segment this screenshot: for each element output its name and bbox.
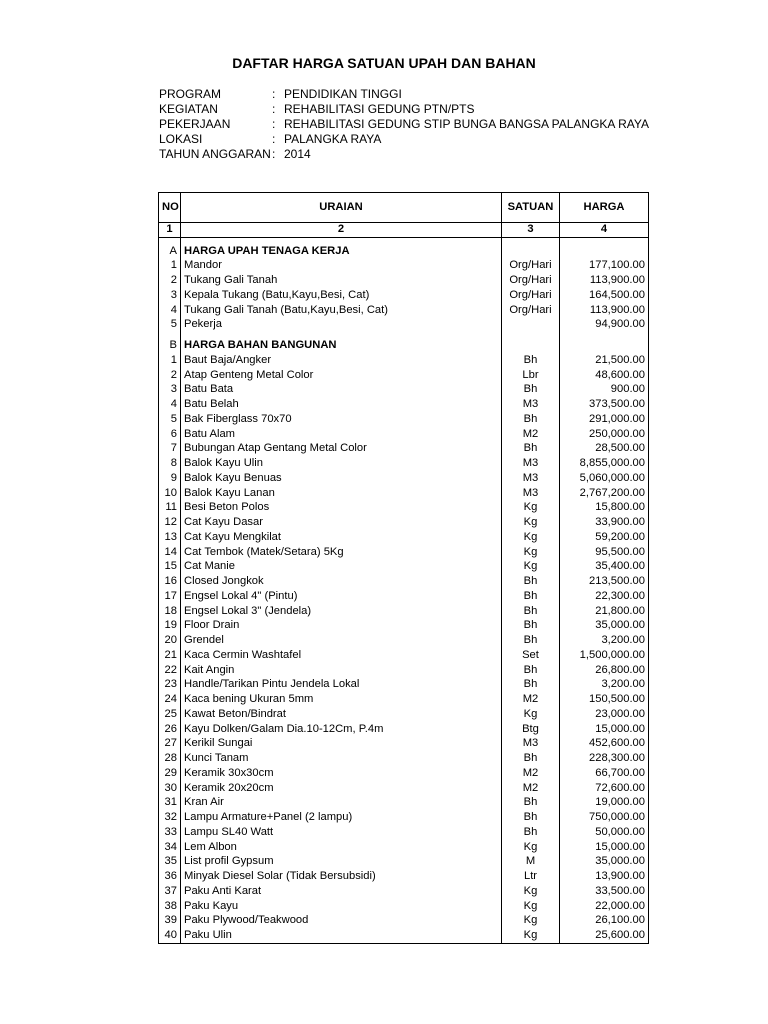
item-uraian: Balok Kayu Benuas bbox=[181, 471, 502, 486]
table-row bbox=[159, 427, 649, 442]
table-row bbox=[159, 870, 649, 885]
item-uraian: Paku Ulin bbox=[181, 929, 502, 944]
item-satuan: Kg bbox=[502, 840, 560, 855]
item-no: 30 bbox=[159, 781, 181, 796]
item-no: 16 bbox=[159, 575, 181, 590]
item-satuan: Kg bbox=[502, 884, 560, 899]
item-no: 3 bbox=[159, 288, 181, 303]
item-uraian: Kayu Dolken/Galam Dia.10-12Cm, P.4m bbox=[181, 722, 502, 737]
item-uraian: Cat Kayu Dasar bbox=[181, 516, 502, 531]
table-row bbox=[159, 589, 649, 604]
table-row bbox=[159, 516, 649, 531]
item-uraian: Kran Air bbox=[181, 796, 502, 811]
item-uraian: Engsel Lokal 4" (Pintu) bbox=[181, 589, 502, 604]
item-no: 34 bbox=[159, 840, 181, 855]
item-harga: 26,800.00 bbox=[560, 663, 649, 678]
item-no: 26 bbox=[159, 722, 181, 737]
item-satuan: Kg bbox=[502, 501, 560, 516]
item-satuan: M2 bbox=[502, 766, 560, 781]
item-uraian: Baut Baja/Angker bbox=[181, 353, 502, 368]
item-uraian: Closed Jongkok bbox=[181, 575, 502, 590]
meta-value: PALANGKA RAYA bbox=[284, 132, 382, 146]
empty-cell bbox=[560, 244, 649, 259]
item-harga: 177,100.00 bbox=[560, 259, 649, 274]
item-uraian: Batu Belah bbox=[181, 398, 502, 413]
col-number: 2 bbox=[181, 223, 502, 238]
item-satuan: Bh bbox=[502, 604, 560, 619]
meta-label: PROGRAM bbox=[159, 87, 222, 101]
meta-row-kegiatan bbox=[159, 102, 649, 117]
item-uraian: Grendel bbox=[181, 634, 502, 649]
item-satuan: Bh bbox=[502, 589, 560, 604]
item-no: 9 bbox=[159, 471, 181, 486]
item-harga: 66,700.00 bbox=[560, 766, 649, 781]
item-harga: 95,500.00 bbox=[560, 545, 649, 560]
table-header-row bbox=[159, 193, 649, 223]
item-satuan: Bh bbox=[502, 442, 560, 457]
col-number: 1 bbox=[159, 223, 181, 238]
item-no: 8 bbox=[159, 457, 181, 472]
item-no: 25 bbox=[159, 707, 181, 722]
item-no: 27 bbox=[159, 737, 181, 752]
table-row bbox=[159, 318, 649, 333]
item-uraian: Bubungan Atap Gentang Metal Color bbox=[181, 442, 502, 457]
item-no: 40 bbox=[159, 929, 181, 944]
table-row bbox=[159, 501, 649, 516]
item-no: 35 bbox=[159, 855, 181, 870]
item-harga: 291,000.00 bbox=[560, 412, 649, 427]
col-number: 4 bbox=[560, 223, 649, 238]
item-no: 7 bbox=[159, 442, 181, 457]
item-uraian: Minyak Diesel Solar (Tidak Bersubsidi) bbox=[181, 870, 502, 885]
item-harga: 26,100.00 bbox=[560, 914, 649, 929]
item-no: 21 bbox=[159, 648, 181, 663]
column-number-row bbox=[159, 223, 649, 238]
table-row bbox=[159, 825, 649, 840]
item-satuan: Kg bbox=[502, 899, 560, 914]
item-satuan: Org/Hari bbox=[502, 288, 560, 303]
item-satuan: Kg bbox=[502, 560, 560, 575]
meta-colon: : bbox=[272, 147, 276, 161]
item-harga: 33,900.00 bbox=[560, 516, 649, 531]
table-row bbox=[159, 693, 649, 708]
item-no: 3 bbox=[159, 383, 181, 398]
item-uraian: Batu Bata bbox=[181, 383, 502, 398]
meta-colon: : bbox=[272, 102, 276, 116]
item-satuan: M2 bbox=[502, 781, 560, 796]
item-uraian: Paku Anti Karat bbox=[181, 884, 502, 899]
meta-colon: : bbox=[272, 87, 276, 101]
item-harga: 22,000.00 bbox=[560, 899, 649, 914]
item-satuan: M3 bbox=[502, 486, 560, 501]
table-row bbox=[159, 560, 649, 575]
item-satuan: Bh bbox=[502, 412, 560, 427]
empty-cell bbox=[502, 244, 560, 259]
section-header-row bbox=[159, 244, 649, 259]
table-row bbox=[159, 457, 649, 472]
item-harga: 13,900.00 bbox=[560, 870, 649, 885]
item-satuan: Org/Hari bbox=[502, 259, 560, 274]
table-row bbox=[159, 288, 649, 303]
item-satuan: M bbox=[502, 855, 560, 870]
item-no: 31 bbox=[159, 796, 181, 811]
table-row bbox=[159, 604, 649, 619]
table-row bbox=[159, 471, 649, 486]
item-satuan: Bh bbox=[502, 619, 560, 634]
meta-row-pekerjaan bbox=[159, 117, 649, 132]
item-harga: 228,300.00 bbox=[560, 752, 649, 767]
table-row bbox=[159, 398, 649, 413]
item-uraian: Kunci Tanam bbox=[181, 752, 502, 767]
table-row bbox=[159, 259, 649, 274]
table-row bbox=[159, 303, 649, 318]
table-row bbox=[159, 855, 649, 870]
item-harga: 23,000.00 bbox=[560, 707, 649, 722]
item-satuan: Bh bbox=[502, 825, 560, 840]
item-harga: 22,300.00 bbox=[560, 589, 649, 604]
item-uraian: Paku Plywood/Teakwood bbox=[181, 914, 502, 929]
item-no: 12 bbox=[159, 516, 181, 531]
table-row bbox=[159, 575, 649, 590]
item-uraian: Lem Albon bbox=[181, 840, 502, 855]
item-satuan: Bh bbox=[502, 663, 560, 678]
item-no: 1 bbox=[159, 259, 181, 274]
meta-label: PEKERJAAN bbox=[159, 117, 231, 131]
item-harga: 48,600.00 bbox=[560, 368, 649, 383]
item-uraian: Kait Angin bbox=[181, 663, 502, 678]
item-no: 38 bbox=[159, 899, 181, 914]
meta-colon: : bbox=[272, 117, 276, 131]
table-row bbox=[159, 929, 649, 944]
table-row bbox=[159, 752, 649, 767]
table-row bbox=[159, 619, 649, 634]
table-body bbox=[159, 223, 649, 944]
item-satuan: Org/Hari bbox=[502, 274, 560, 289]
item-harga: 35,000.00 bbox=[560, 619, 649, 634]
item-no: 23 bbox=[159, 678, 181, 693]
item-no: 10 bbox=[159, 486, 181, 501]
item-no: 6 bbox=[159, 427, 181, 442]
item-uraian: Balok Kayu Ulin bbox=[181, 457, 502, 472]
item-harga: 113,900.00 bbox=[560, 274, 649, 289]
item-no: 13 bbox=[159, 530, 181, 545]
item-no: 4 bbox=[159, 303, 181, 318]
item-satuan: M3 bbox=[502, 471, 560, 486]
item-satuan: Kg bbox=[502, 914, 560, 929]
item-uraian: Cat Kayu Mengkilat bbox=[181, 530, 502, 545]
item-harga: 15,000.00 bbox=[560, 840, 649, 855]
item-uraian: Kaca Cermin Washtafel bbox=[181, 648, 502, 663]
section-header-row bbox=[159, 339, 649, 354]
header-no: NO bbox=[159, 193, 181, 223]
section-title: HARGA BAHAN BANGUNAN bbox=[181, 339, 502, 354]
meta-value: REHABILITASI GEDUNG PTN/PTS bbox=[284, 102, 475, 116]
meta-row-lokasi bbox=[159, 132, 649, 147]
item-harga: 3,200.00 bbox=[560, 678, 649, 693]
table-row bbox=[159, 545, 649, 560]
table-row bbox=[159, 840, 649, 855]
item-satuan: M2 bbox=[502, 693, 560, 708]
meta-row-tahun-anggaran bbox=[159, 147, 649, 162]
item-harga: 50,000.00 bbox=[560, 825, 649, 840]
table-row bbox=[159, 899, 649, 914]
item-harga: 15,800.00 bbox=[560, 501, 649, 516]
item-harga: 2,767,200.00 bbox=[560, 486, 649, 501]
item-uraian: Keramik 30x30cm bbox=[181, 766, 502, 781]
item-no: 5 bbox=[159, 318, 181, 333]
item-uraian: List profil Gypsum bbox=[181, 855, 502, 870]
item-uraian: Engsel Lokal 3" (Jendela) bbox=[181, 604, 502, 619]
item-no: 18 bbox=[159, 604, 181, 619]
item-satuan: M3 bbox=[502, 737, 560, 752]
item-satuan: Ltr bbox=[502, 870, 560, 885]
table-row bbox=[159, 353, 649, 368]
item-harga: 94,900.00 bbox=[560, 318, 649, 333]
page-title: DAFTAR HARGA SATUAN UPAH DAN BAHAN bbox=[232, 55, 536, 71]
item-harga: 113,900.00 bbox=[560, 303, 649, 318]
item-harga: 72,600.00 bbox=[560, 781, 649, 796]
table-row bbox=[159, 811, 649, 826]
table-row bbox=[159, 663, 649, 678]
table-row bbox=[159, 442, 649, 457]
item-no: 28 bbox=[159, 752, 181, 767]
item-satuan: Bh bbox=[502, 678, 560, 693]
item-harga: 59,200.00 bbox=[560, 530, 649, 545]
item-no: 2 bbox=[159, 368, 181, 383]
price-table bbox=[158, 192, 649, 944]
item-satuan bbox=[502, 318, 560, 333]
item-uraian: Kerikil Sungai bbox=[181, 737, 502, 752]
item-satuan: M2 bbox=[502, 427, 560, 442]
table-row bbox=[159, 678, 649, 693]
table-row bbox=[159, 707, 649, 722]
item-satuan: Bh bbox=[502, 634, 560, 649]
item-no: 24 bbox=[159, 693, 181, 708]
section-code: A bbox=[159, 244, 181, 259]
table-row bbox=[159, 530, 649, 545]
table-row bbox=[159, 914, 649, 929]
table-row bbox=[159, 648, 649, 663]
item-harga: 15,000.00 bbox=[560, 722, 649, 737]
item-no: 15 bbox=[159, 560, 181, 575]
item-harga: 250,000.00 bbox=[560, 427, 649, 442]
item-satuan: Bh bbox=[502, 575, 560, 590]
item-satuan: Kg bbox=[502, 530, 560, 545]
meta-colon: : bbox=[272, 132, 276, 146]
table-row bbox=[159, 368, 649, 383]
item-satuan: M3 bbox=[502, 457, 560, 472]
item-no: 17 bbox=[159, 589, 181, 604]
header-harga: HARGA bbox=[560, 193, 649, 223]
item-no: 19 bbox=[159, 619, 181, 634]
item-uraian: Handle/Tarikan Pintu Jendela Lokal bbox=[181, 678, 502, 693]
item-no: 11 bbox=[159, 501, 181, 516]
item-uraian: Lampu Armature+Panel (2 lampu) bbox=[181, 811, 502, 826]
item-harga: 213,500.00 bbox=[560, 575, 649, 590]
item-harga: 35,000.00 bbox=[560, 855, 649, 870]
item-satuan: Bh bbox=[502, 752, 560, 767]
item-harga: 452,600.00 bbox=[560, 737, 649, 752]
item-satuan: Kg bbox=[502, 929, 560, 944]
item-no: 33 bbox=[159, 825, 181, 840]
item-satuan: Bh bbox=[502, 796, 560, 811]
item-no: 22 bbox=[159, 663, 181, 678]
item-harga: 3,200.00 bbox=[560, 634, 649, 649]
item-no: 32 bbox=[159, 811, 181, 826]
item-uraian: Paku Kayu bbox=[181, 899, 502, 914]
item-uraian: Tukang Gali Tanah (Batu,Kayu,Besi, Cat) bbox=[181, 303, 502, 318]
item-harga: 21,500.00 bbox=[560, 353, 649, 368]
item-harga: 373,500.00 bbox=[560, 398, 649, 413]
item-satuan: M3 bbox=[502, 398, 560, 413]
table-row bbox=[159, 737, 649, 752]
item-harga: 150,500.00 bbox=[560, 693, 649, 708]
item-uraian: Cat Tembok (Matek/Setara) 5Kg bbox=[181, 545, 502, 560]
item-uraian: Kawat Beton/Bindrat bbox=[181, 707, 502, 722]
item-no: 37 bbox=[159, 884, 181, 899]
item-uraian: Mandor bbox=[181, 259, 502, 274]
item-no: 29 bbox=[159, 766, 181, 781]
item-uraian: Keramik 20x20cm bbox=[181, 781, 502, 796]
item-satuan: Set bbox=[502, 648, 560, 663]
meta-label: LOKASI bbox=[159, 132, 203, 146]
item-no: 39 bbox=[159, 914, 181, 929]
table-row bbox=[159, 412, 649, 427]
table-row bbox=[159, 486, 649, 501]
table-row bbox=[159, 766, 649, 781]
table-row bbox=[159, 884, 649, 899]
empty-cell bbox=[560, 339, 649, 354]
item-harga: 25,600.00 bbox=[560, 929, 649, 944]
meta-label: KEGIATAN bbox=[159, 102, 218, 116]
item-no: 1 bbox=[159, 353, 181, 368]
item-uraian: Bak Fiberglass 70x70 bbox=[181, 412, 502, 427]
item-uraian: Kaca bening Ukuran 5mm bbox=[181, 693, 502, 708]
table-row bbox=[159, 274, 649, 289]
item-no: 2 bbox=[159, 274, 181, 289]
meta-value: REHABILITASI GEDUNG STIP BUNGA BANGSA PALANGKA RAYA bbox=[284, 117, 649, 131]
table-row bbox=[159, 722, 649, 737]
item-uraian: Batu Alam bbox=[181, 427, 502, 442]
item-satuan: Kg bbox=[502, 545, 560, 560]
item-uraian: Atap Genteng Metal Color bbox=[181, 368, 502, 383]
project-meta bbox=[159, 87, 649, 162]
item-uraian: Cat Manie bbox=[181, 560, 502, 575]
item-harga: 164,500.00 bbox=[560, 288, 649, 303]
meta-label: TAHUN ANGGARAN bbox=[159, 147, 271, 161]
item-satuan: Bh bbox=[502, 353, 560, 368]
item-uraian: Balok Kayu Lanan bbox=[181, 486, 502, 501]
item-no: 36 bbox=[159, 870, 181, 885]
item-harga: 21,800.00 bbox=[560, 604, 649, 619]
col-number: 3 bbox=[502, 223, 560, 238]
meta-value: PENDIDIKAN TINGGI bbox=[284, 87, 402, 101]
item-satuan: Bh bbox=[502, 811, 560, 826]
item-satuan: Btg bbox=[502, 722, 560, 737]
item-uraian: Kepala Tukang (Batu,Kayu,Besi, Cat) bbox=[181, 288, 502, 303]
item-satuan: Org/Hari bbox=[502, 303, 560, 318]
table-row bbox=[159, 634, 649, 649]
section-title: HARGA UPAH TENAGA KERJA bbox=[181, 244, 502, 259]
item-uraian: Floor Drain bbox=[181, 619, 502, 634]
item-harga: 35,400.00 bbox=[560, 560, 649, 575]
meta-row-program bbox=[159, 87, 649, 102]
item-uraian: Besi Beton Polos bbox=[181, 501, 502, 516]
empty-cell bbox=[502, 339, 560, 354]
table-row bbox=[159, 383, 649, 398]
item-uraian: Pekerja bbox=[181, 318, 502, 333]
header-satuan: SATUAN bbox=[502, 193, 560, 223]
item-harga: 750,000.00 bbox=[560, 811, 649, 826]
item-no: 14 bbox=[159, 545, 181, 560]
item-satuan: Kg bbox=[502, 707, 560, 722]
header-uraian: URAIAN bbox=[181, 193, 502, 223]
item-uraian: Tukang Gali Tanah bbox=[181, 274, 502, 289]
item-harga: 1,500,000.00 bbox=[560, 648, 649, 663]
item-harga: 8,855,000.00 bbox=[560, 457, 649, 472]
table-row bbox=[159, 781, 649, 796]
item-satuan: Bh bbox=[502, 383, 560, 398]
item-harga: 5,060,000.00 bbox=[560, 471, 649, 486]
item-no: 4 bbox=[159, 398, 181, 413]
item-harga: 19,000.00 bbox=[560, 796, 649, 811]
meta-value: 2014 bbox=[284, 147, 311, 161]
item-no: 20 bbox=[159, 634, 181, 649]
section-code: B bbox=[159, 339, 181, 354]
table-row bbox=[159, 796, 649, 811]
item-harga: 28,500.00 bbox=[560, 442, 649, 457]
item-harga: 900.00 bbox=[560, 383, 649, 398]
item-satuan: Lbr bbox=[502, 368, 560, 383]
item-satuan: Kg bbox=[502, 516, 560, 531]
item-no: 5 bbox=[159, 412, 181, 427]
item-uraian: Lampu SL40 Watt bbox=[181, 825, 502, 840]
item-harga: 33,500.00 bbox=[560, 884, 649, 899]
